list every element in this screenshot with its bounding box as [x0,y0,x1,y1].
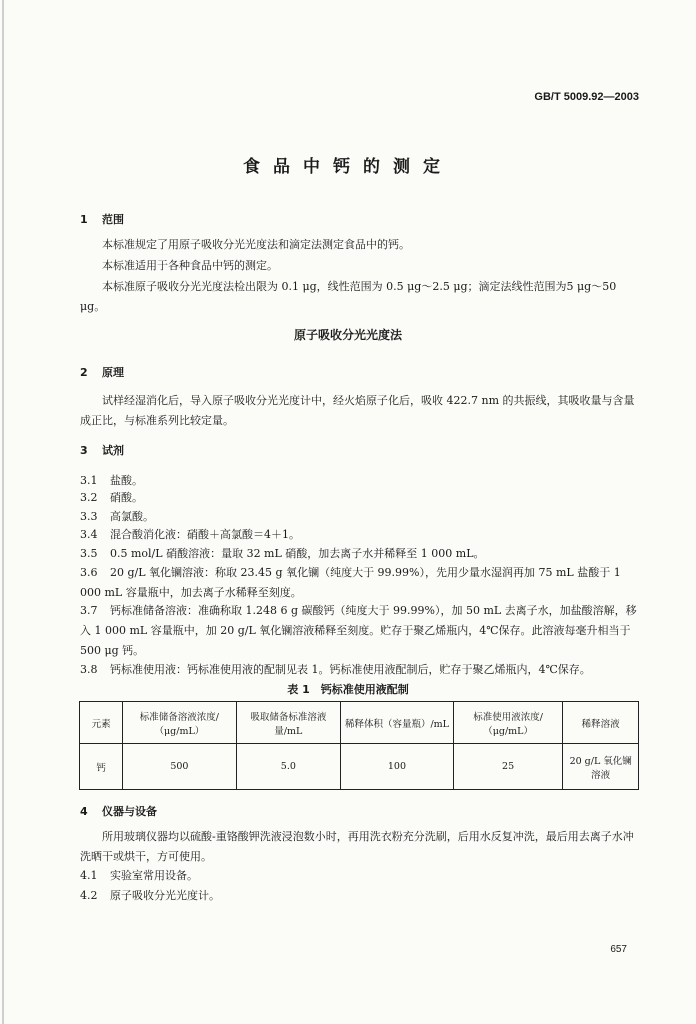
item-text: 混合酸消化液：硝酸＋高氯酸＝4＋1。 [110,528,300,541]
item-number: 4.2 [80,889,98,902]
section-number: 4 [80,805,88,818]
list-item [80,507,640,527]
table-header-cell: 元素 [80,702,123,744]
list-item [80,886,640,906]
paragraph: 本标准规定了用原子吸收分光光度法和滴定法测定食品中的钙。 [102,238,410,251]
table-caption: 表 1 钙标准使用液配制 [287,683,409,696]
table-cell: 钙 [80,744,123,790]
list-item [80,660,640,680]
calcium-standard-table [79,701,639,790]
paragraph: 本标准原子吸收分光光度法检出限为 0.1 μg，线性范围为 0.5 μg～2.5 μg；滴定法线性范围为5 μg～50 μg。 [80,280,617,313]
table-cell: 500 [123,744,236,790]
item-text: 高氯酸。 [110,510,154,523]
list-item [80,488,640,508]
item-text: 硝酸。 [110,491,143,504]
paragraph: 试样经湿消化后，导入原子吸收分光光度计中，经火焰原子化后，吸收 422.7 nm 的共振线，其吸收量与含量成正比，与标准系列比较定量。 [80,394,635,427]
item-text: 钙标准储备溶液：准确称取 1.248 6 g 碳酸钙（纯度大于 99.99%），加 50 mL 去离子水，加盐酸溶解，移入 1 000 mL 容量瓶中，加 20 g/L 氧化镧溶液稀释至刻度。贮存于聚乙烯瓶内，4℃保存。此溶液每毫升相当于 500 μg 钙。 [80,604,637,657]
section-number: 1 [80,213,88,226]
item-number: 4.1 [80,869,98,882]
method-title: 原子吸收分光光度法 [293,328,402,342]
item-number: 3.4 [80,528,98,541]
document-title: 食品中钙的测定 [243,157,453,177]
item-text: 原子吸收分光光度计。 [110,889,220,902]
table-header-cell: 标准使用液浓度/（μg/mL） [453,702,563,744]
section-title: 试剂 [102,444,124,457]
section-number: 3 [80,444,88,457]
item-number: 3.5 [80,547,98,560]
item-number: 3.3 [80,510,98,523]
section-number: 2 [80,366,88,379]
section-heading-equipment [80,803,157,819]
section-heading-scope [80,211,124,227]
item-text: 钙标准使用液：钙标准使用液的配制见表 1。钙标准使用液配制后，贮存于聚乙烯瓶内，4℃保存。 [110,663,591,676]
table-cell: 25 [453,744,563,790]
list-item [80,563,640,603]
section-heading-principle [80,364,124,380]
item-number: 3.8 [80,663,98,676]
item-number: 3.2 [80,491,98,504]
list-item [80,866,640,886]
table-header-cell: 稀释溶液 [563,702,639,744]
item-number: 3.6 [80,566,98,579]
list-item [80,601,640,661]
table-row [80,744,639,790]
page-number: 657 [610,944,627,955]
paragraph: 所用玻璃仪器均以硫酸-重铬酸钾洗液浸泡数小时，再用洗衣粉充分洗刷，后用水反复冲洗，最后用去离子水冲洗晒干或烘干，方可使用。 [80,830,634,863]
item-text: 20 g/L 氧化镧溶液：称取 23.45 g 氧化镧（纯度大于 99.99%），先用少量水湿润再加 75 mL 盐酸于 1 000 mL 容量瓶中，加去离子水稀释至刻度。 [80,566,621,599]
table-header-cell: 吸取储备标准溶液量/mL [236,702,341,744]
item-text: 0.5 mol/L 硝酸溶液：量取 32 mL 硝酸，加去离子水并稀释至 1 000 mL。 [110,547,485,560]
section-title: 仪器与设备 [102,805,157,818]
section-heading-reagents [80,442,124,458]
table-header-row [80,702,639,744]
standard-code: GB/T 5009.92—2003 [534,91,639,103]
section-title: 范围 [102,213,124,226]
list-item [80,525,640,545]
item-text: 盐酸。 [110,474,143,487]
table-cell: 20 g/L 氧化镧溶液 [563,744,639,790]
item-number: 3.7 [80,604,98,617]
item-text: 实验室常用设备。 [110,869,198,882]
table-cell: 100 [341,744,454,790]
list-item [80,544,640,564]
paragraph: 本标准适用于各种食品中钙的测定。 [102,259,278,272]
table-header-cell: 稀释体积（容量瓶）/mL [341,702,454,744]
table-cell: 5.0 [236,744,341,790]
section-title: 原理 [102,366,124,379]
item-number: 3.1 [80,474,98,487]
table-header-cell: 标准储备溶液浓度/（μg/mL） [123,702,236,744]
